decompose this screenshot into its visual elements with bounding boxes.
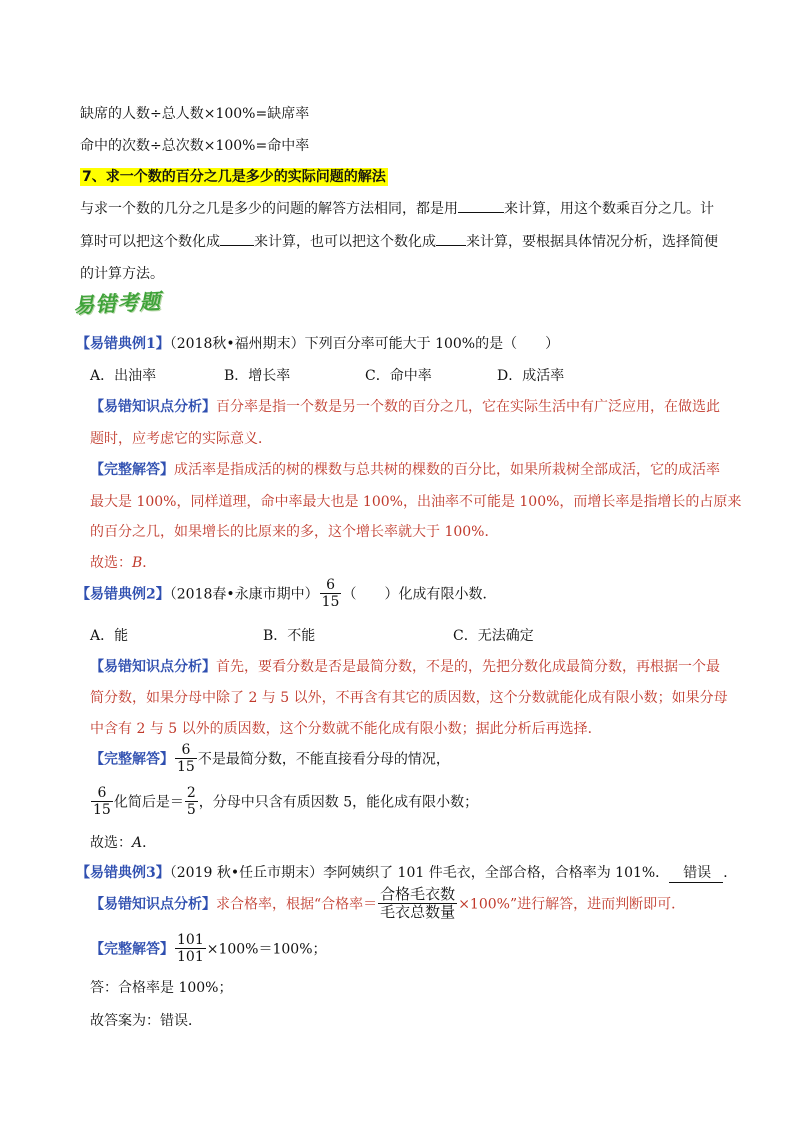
para7-text-e: 来计算，要根据具体情况分析，选择简便 (466, 234, 718, 250)
section-title: 易错考题 (72, 289, 162, 319)
formula-hit-rate: 命中的次数÷总次数×100%=命中率 (80, 138, 310, 154)
ex2-option-b: B．不能 (263, 628, 316, 644)
ex1-answer-line3: 的百分之几，如果增长的比原来的多，这个增长率就大于 100%． (90, 524, 499, 540)
ex1-analysis-text1: 百分率是指一个数是另一个数的百分之几，它在实际生活中有广泛应用，在做选此 (216, 399, 720, 415)
ex2-simp-num: 2 (186, 785, 196, 801)
ex2-frac-num: 6 (326, 577, 336, 593)
ex3-question: （2019 秋•任丘市期末）李阿姨织了 101 件毛衣，全部合格，合格率为 101%． (169, 865, 670, 881)
ex2-analysis-line2: 简分数，如果分母中除了 2 与 5 以外，不再含有其它的质因数，这个分数就能化成有限小数；如果分母 (90, 690, 728, 706)
ex3-rate-formula (378, 887, 457, 920)
ex3-analysis-suffix: ×100%”进行解答，进而判断即可． (458, 896, 686, 913)
ex2-choice-prefix: 故选： (90, 835, 132, 851)
ex1-analysis-tag: 【易错知识点分析】 (90, 399, 216, 415)
ex2-answer-frac-den: 15 (177, 759, 195, 775)
ex2-question-suffix: （ ）化成有限小数． (342, 586, 497, 603)
ex3-tag: 【易错典例3】 (76, 865, 170, 881)
ex1-answer-line1 (90, 459, 720, 479)
ex1-choice (90, 552, 156, 572)
ex1-choice-prefix: 故选： (90, 555, 132, 571)
ex3-ans-expr: ×100%＝100%； (206, 941, 327, 958)
ex3-answer-tag: 【完整解答】 (90, 941, 174, 958)
blank-2 (220, 231, 254, 246)
ex3-final: 故答案为：错误． (90, 1013, 202, 1029)
ex2-answer-frac-num: 6 (181, 742, 191, 758)
ex2-analysis-text1: 首先，要看分数是否是最简分数，不是的，先把分数化成最简分数，再根据一个最 (216, 659, 720, 675)
ex1-choice-letter: B (132, 555, 143, 571)
ex2-choice (90, 832, 156, 852)
para7-text-c: 算时可以把这个数化成 (80, 234, 220, 250)
ex2-answer-line1 (90, 743, 450, 774)
para7-text-d: 来计算，也可以把这个数化成 (254, 234, 436, 250)
ex2-option-a: A．能 (90, 628, 129, 644)
ex3-analysis-line (90, 887, 685, 920)
ex2-choice-suffix: ． (142, 835, 157, 851)
ex2-option-c: C．无法确定 (453, 628, 534, 644)
ex2-answer-fraction (175, 743, 197, 774)
ex1-option-b: B．增长率 (224, 368, 291, 384)
para7-text-a: 与求一个数的几分之几是多少的问题的解答方法相同，都是用 (80, 201, 458, 217)
ex3-ans-num: 101 (177, 932, 204, 948)
ex3-ans-den: 101 (177, 949, 204, 965)
formula-absent-rate: 缺席的人数÷总人数×100%=缺席率 (80, 106, 310, 122)
ex1-option-c: C．命中率 (365, 368, 432, 384)
ex2-answer-tag: 【完整解答】 (90, 751, 174, 768)
para7-text-b: 来计算，用这个数乘百分之几。计 (504, 201, 714, 217)
ex1-answer-tag: 【完整解答】 (90, 462, 174, 478)
ex3-answer-fraction (175, 933, 206, 964)
para7-line1 (80, 198, 714, 218)
blank-3 (436, 231, 466, 246)
blank-1 (458, 198, 504, 213)
ex1-answer-text1: 成活率是指成活的树的棵数与总共树的棵数的百分比，如果所栽树全部成活，它的成活率 (174, 462, 720, 478)
ex2-simp-den: 5 (186, 802, 196, 818)
ex2-answer-line2 (90, 786, 478, 817)
ex3-formula-den: 毛衣总数量 (380, 903, 456, 921)
ex3-formula-num: 合格毛衣数 (380, 885, 456, 903)
ex1-question-line (76, 333, 559, 353)
ex2-fraction (320, 578, 342, 609)
ex1-option-d: D．成活率 (497, 368, 565, 384)
ex1-question: （2018秋•福州期末）下列百分率可能大于 100%的是（ ） (169, 336, 560, 352)
para7-line3: 的计算方法。 (80, 266, 164, 282)
ex2-answer2-frac-den: 15 (93, 802, 111, 818)
ex3-question-end: ． (723, 865, 738, 881)
ex2-analysis-line3: 中含有 2 与 5 以外的质因数，这个分数就不能化成有限小数；据此分析后再选择． (90, 721, 602, 737)
ex1-choice-suffix: ． (142, 555, 157, 571)
ex1-option-a: A．出油率 (90, 368, 157, 384)
ex2-answer2-frac-num: 6 (97, 785, 107, 801)
ex1-analysis-line2: 题时，应考虑它的实际意义． (90, 431, 272, 447)
ex2-answer-text1: 不是最简分数，不能直接看分母的情况， (197, 751, 450, 768)
ex2-analysis-line1 (90, 656, 720, 676)
ex2-answer-text2a: 化简后是＝ (113, 794, 184, 811)
ex2-question-prefix: （2018春•永康市期中） (169, 586, 319, 603)
ex1-tag: 【易错典例1】 (76, 336, 170, 352)
ex3-blank-answer: 错误 (669, 862, 723, 883)
ex2-choice-letter: A (132, 835, 143, 851)
ex2-analysis-tag: 【易错知识点分析】 (90, 659, 216, 675)
ex3-answer-line (90, 933, 327, 964)
ex2-frac-den: 15 (321, 594, 340, 610)
ex2-question-line (76, 578, 496, 609)
heading-7-text: 7、求一个数的百分之几是多少的实际问题的解法 (82, 169, 386, 185)
ex3-analysis-prefix: 求合格率，根据“合格率＝ (216, 896, 378, 913)
para7-line2 (80, 231, 718, 251)
ex3-question-line (76, 862, 737, 883)
ex2-tag: 【易错典例2】 (76, 586, 170, 603)
ex2-answer-fraction2 (91, 786, 113, 817)
ex2-answer-text2b: ，分母中只含有质因数 5，能化成有限小数； (198, 794, 479, 811)
ex1-answer-line2: 最大是 100%，同样道理，命中率最大也是 100%，出油率不可能是 100%，而增长率是指增长的占原来 (90, 494, 742, 510)
ex3-analysis-tag: 【易错知识点分析】 (90, 896, 216, 913)
ex1-analysis-line1 (90, 396, 720, 416)
ex2-simplified-fraction (185, 786, 198, 817)
heading-7 (80, 166, 388, 186)
ex3-reply: 答：合格率是 100%； (90, 980, 233, 996)
